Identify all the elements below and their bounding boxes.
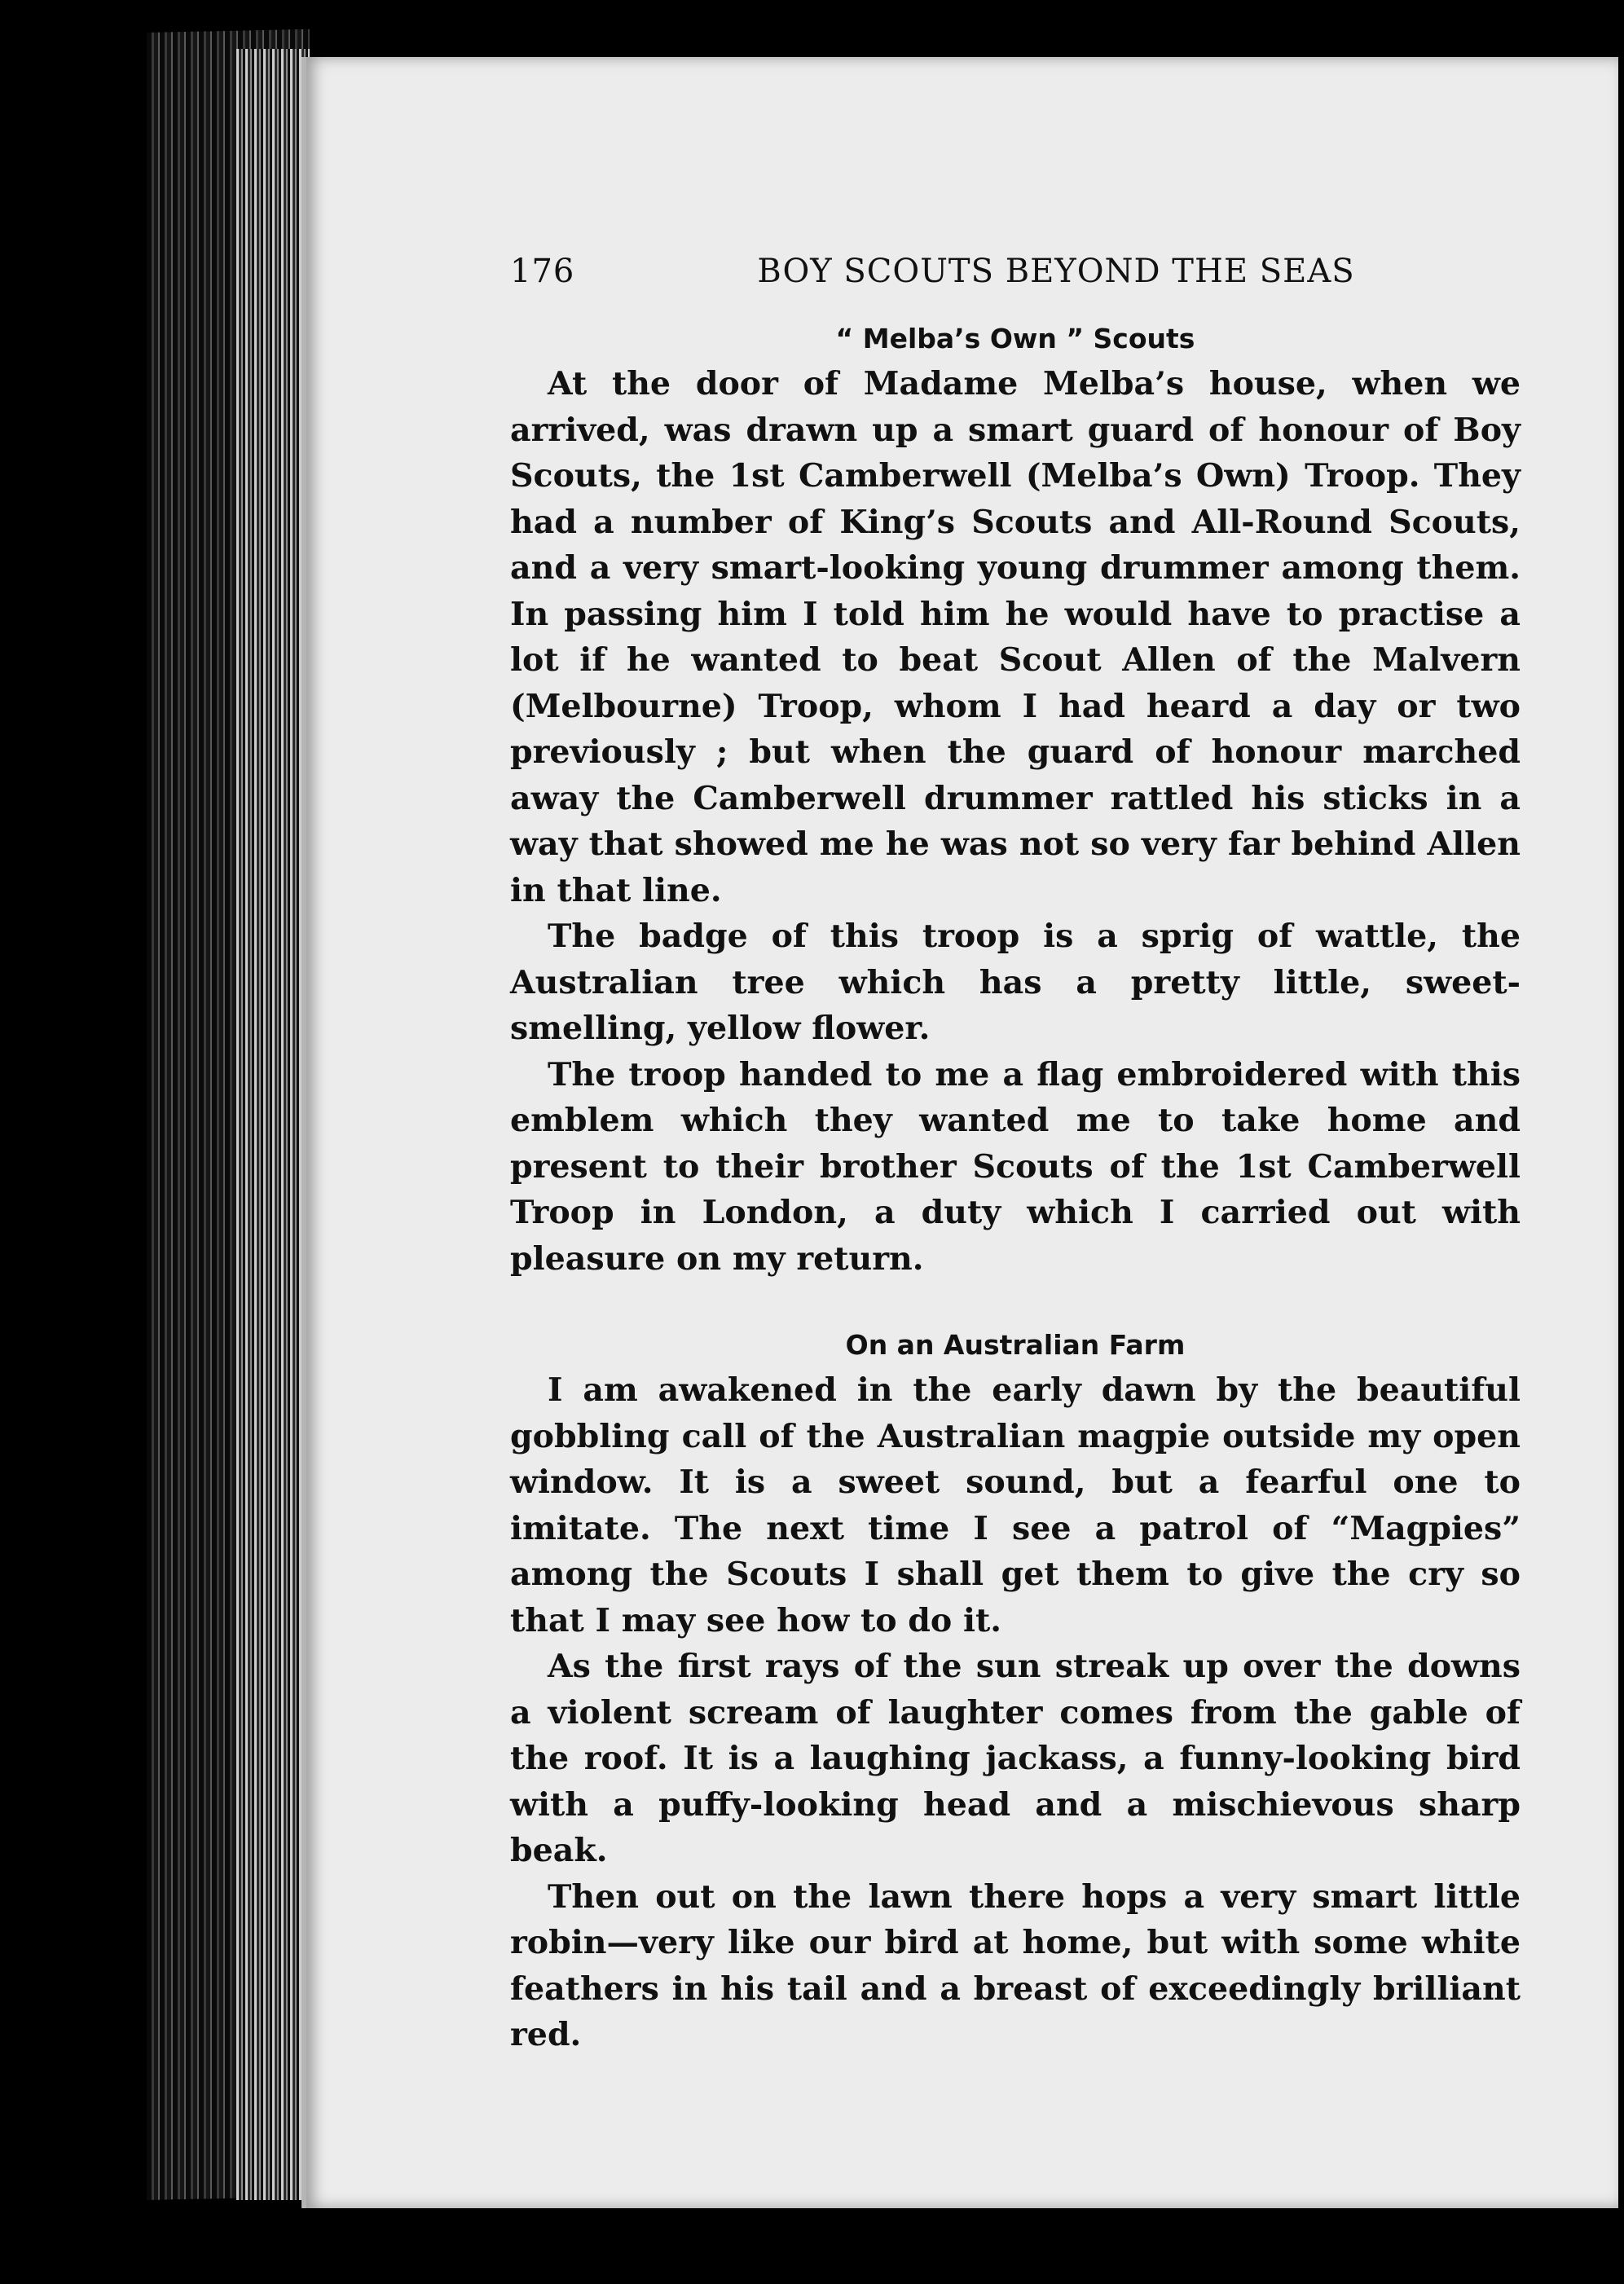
- paragraph: Then out on the lawn there hops a very smart little robin—very like our bird at home, but with some white feathers in his tail and a breast of exceedingly brilliant red.: [510, 1877, 1521, 2053]
- page-number: 176: [510, 253, 575, 290]
- section-australian-farm: [510, 1329, 1521, 2058]
- section-heading: On an Australian Farm: [845, 1329, 1186, 1361]
- running-head: [510, 253, 1521, 290]
- section-melbas-own-scouts: [510, 323, 1521, 1282]
- paragraph: At the door of Madame Melba’s house, when we arrived, was drawn up a smart guard of honour of Boy Scouts, the 1st Camberwell (Melba’s Own) Troop. They had a number of King’s Scouts and All-Round Scouts, and a very smart-looking young drummer among them. In passing him I told him he would have to practise a lot if he wanted to beat Scout Allen of the Malvern (Melbourne) Troop, whom I had heard a day or two previously ; but when the guard of honour marched away the Camberwell drummer rattled his sticks in a way that showed me he was not so very far behind Allen in that line.: [510, 365, 1521, 909]
- book-page: [301, 57, 1618, 2208]
- page-content: [510, 253, 1521, 2058]
- paragraph: The badge of this troop is a sprig of wattle, the Australian tree which has a pretty little, sweet-smelling, yellow flower.: [510, 918, 1521, 1047]
- paragraph: As the first rays of the sun streak up over the downs a violent scream of laughter comes from the gable of the roof. It is a laughing jackass, a funny-looking bird with a puffy-looking head and a mischievous sharp beak.: [510, 1648, 1521, 1869]
- book-page-edges-inner: [236, 49, 310, 2200]
- section-heading: “ Melba’s Own ” Scouts: [835, 323, 1195, 354]
- paragraph: The troop handed to me a flag embroidered with this emblem which they wanted me to take home and present to their brother Scouts of the 1st Camberwell Troop in London, a duty which I carried out with pleasure on my return.: [510, 1055, 1521, 1278]
- book-title: BOY SCOUTS BEYOND THE SEAS: [757, 253, 1355, 290]
- paragraph: I am awakened in the early dawn by the beautiful gobbling call of the Australian magpie outside my open window. It is a sweet sound, but a fearful one to imitate. The next time I see a patrol of “Magpies” among the Scouts I shall get them to give the cry so that I may see how to do it.: [510, 1371, 1521, 1639]
